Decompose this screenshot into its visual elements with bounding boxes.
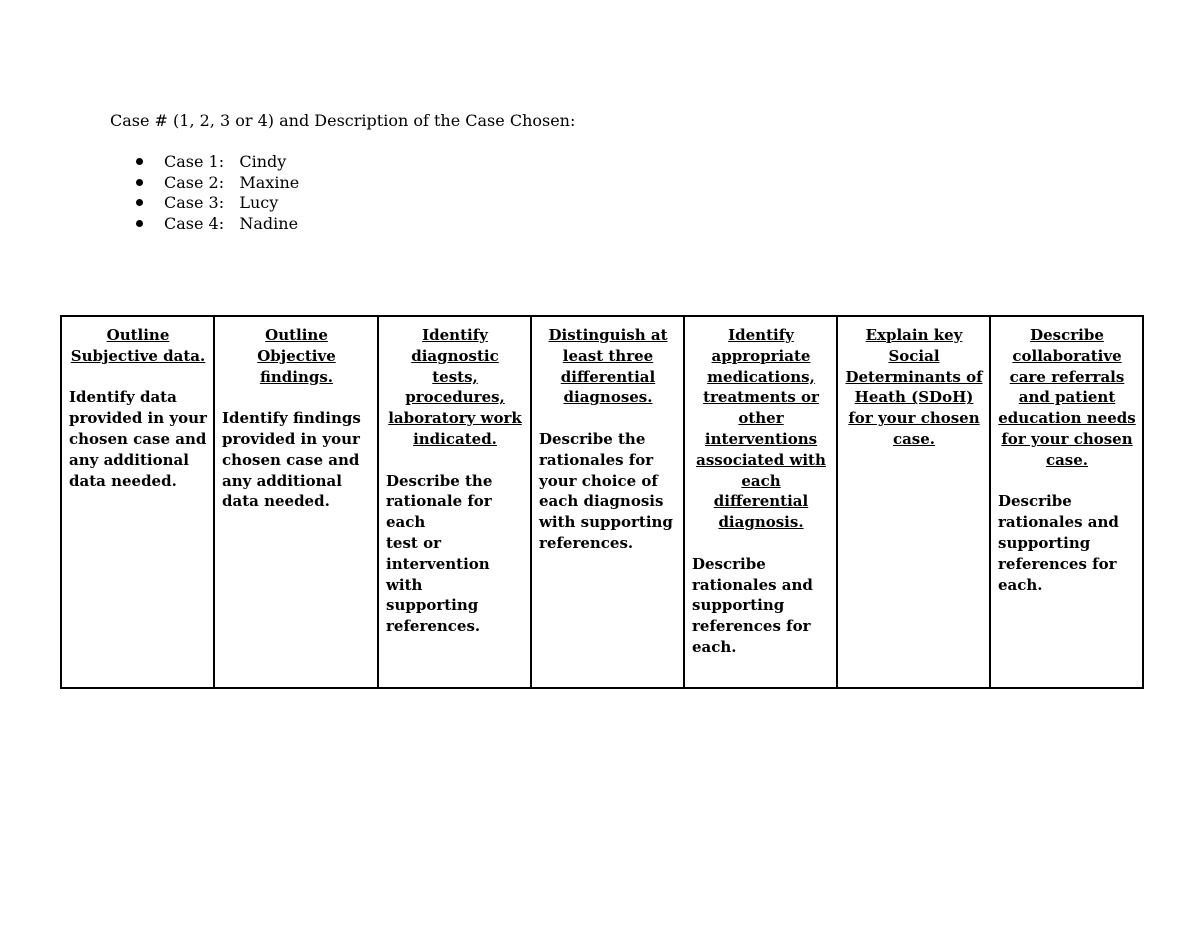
case-list-item (135, 193, 299, 214)
column-header: Distinguish at least three differential diagnoses. (548, 326, 668, 407)
column-description: Describe the rationales for your choice of each diagnosis with supporting references. (539, 429, 673, 552)
column-description: Identify findings provided in your chosen case and any additional data needed. (222, 409, 361, 511)
column-description: Describe the rationale for each test or intervention with supporting references. (386, 471, 493, 636)
table-cell-diagnostic-tests[interactable] (378, 316, 531, 688)
case-list-item (135, 152, 299, 173)
column-header: Describe collaborative care referrals and patient education needs for your chosen case. (998, 326, 1136, 469)
case-label: Case 2: Maxine (164, 172, 300, 192)
column-header: Outline Subjective data. (70, 326, 206, 365)
column-description: Describe rationales and supporting references for each. (692, 554, 813, 656)
bullet-icon (136, 220, 143, 227)
table-cell-referrals[interactable] (990, 316, 1143, 688)
bullet-icon (136, 199, 143, 206)
column-header: Identify diagnostic tests, procedures, laboratory work indicated. (388, 326, 522, 448)
table-cell-sdoh[interactable] (837, 316, 990, 688)
case-list-item (135, 214, 299, 235)
column-description: Identify data provided in your chosen case and any additional data needed. (69, 388, 207, 490)
case-label: Case 1: Cindy (164, 152, 287, 171)
column-header: Explain key Social Determinants of Heath (SDoH) for your chosen case. (845, 326, 983, 448)
table-cell-objective[interactable] (214, 316, 378, 688)
bullet-icon (136, 158, 143, 165)
column-header: Outline Objective findings. (257, 326, 336, 386)
case-list (135, 152, 299, 235)
column-header: Identify appropriate medications, treatments or other interventions associated with each differential diagnosis. (696, 326, 826, 532)
table-row (61, 316, 1143, 688)
case-analysis-table (60, 315, 1144, 689)
column-description: Describe rationales and supporting references for each. (998, 492, 1119, 594)
case-heading: Case # (1, 2, 3 or 4) and Description of the Case Chosen: (110, 111, 576, 130)
table-cell-subjective[interactable] (61, 316, 214, 688)
case-label: Case 3: Lucy (164, 193, 279, 213)
table-cell-medications[interactable] (684, 316, 837, 688)
table-cell-differential-diagnoses[interactable] (531, 316, 684, 688)
bullet-icon (136, 179, 143, 186)
case-list-item (135, 173, 299, 194)
case-label: Case 4: Nadine (164, 214, 299, 234)
